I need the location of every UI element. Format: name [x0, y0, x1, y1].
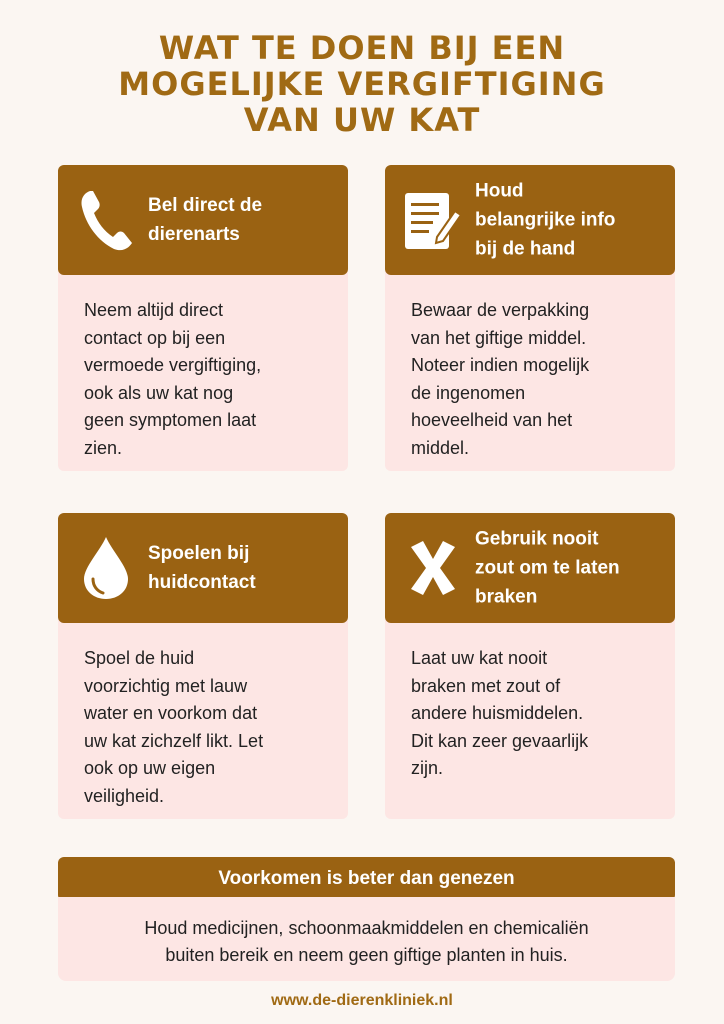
x-mark-icon — [403, 533, 463, 603]
card-body-line: Bewaar de verpakking — [411, 300, 590, 320]
card-body-line: Dit kan zeer gevaarlijk — [411, 730, 589, 751]
title-line-2: MOGELIJKE VERGIFTIGING — [118, 65, 606, 103]
prevention-body — [58, 897, 675, 981]
prevention-line: buiten bereik en neem geen giftige planten in huis. — [165, 945, 568, 965]
card-heading-line: huidcontact — [148, 572, 256, 593]
card-heading — [148, 539, 336, 597]
website-link[interactable]: www.de-dierenkliniek.nl — [271, 992, 453, 1009]
card-body-line: geen symptomen laat — [84, 410, 257, 430]
card-heading-line: Bel direct de — [148, 195, 263, 216]
card-body-line: Laat uw kat nooit — [411, 648, 548, 668]
card-body-line: middel. — [411, 437, 470, 458]
card-header — [385, 165, 675, 275]
card-heading — [475, 525, 663, 612]
card-call-vet — [58, 165, 348, 471]
card-heading-line: braken — [475, 586, 538, 608]
card-heading-line: bij de hand — [475, 238, 576, 260]
card-body-line: ook op uw eigen — [84, 758, 216, 778]
card-body-line: Neem altijd direct — [84, 300, 224, 320]
notepad-pencil-icon — [403, 185, 463, 255]
card-body-line: hoeveelheid van het — [411, 410, 573, 430]
card-header — [58, 165, 348, 275]
card-body-line: Noteer indien mogelijk — [411, 355, 590, 375]
card-heading — [475, 177, 663, 264]
card-heading-line: dierenarts — [148, 224, 240, 245]
card-body — [58, 271, 348, 471]
card-body-line: zijn. — [411, 758, 444, 778]
card-heading-line: zout om te laten — [475, 557, 620, 579]
water-drop-icon — [76, 533, 136, 603]
card-body-line: uw kat zichzelf likt. Let — [84, 730, 264, 751]
phone-icon — [76, 185, 136, 255]
card-header — [385, 513, 675, 623]
prevention-heading: Voorkomen is beter dan genezen — [58, 857, 675, 901]
card-body-line: de ingenomen — [411, 382, 526, 403]
card-keep-info — [385, 165, 675, 471]
card-body-line: veiligheid. — [84, 785, 165, 806]
card-no-salt — [385, 513, 675, 819]
card-body-line: contact op bij een — [84, 327, 226, 348]
card-body-line: Spoel de huid — [84, 648, 195, 668]
card-body-line: van het giftige middel. — [411, 327, 587, 348]
card-body-line: vermoede vergiftiging, — [84, 355, 262, 375]
prevention-box — [58, 857, 675, 981]
card-heading-line: Gebruik nooit — [475, 528, 599, 550]
card-heading-line: Houd — [475, 180, 524, 202]
card-heading-line: belangrijke info — [475, 209, 616, 231]
card-header — [58, 513, 348, 623]
card-body-line: ook als uw kat nog — [84, 382, 234, 403]
card-body-line: water en voorkom dat — [84, 703, 258, 723]
card-body-line: braken met zout of — [411, 675, 561, 696]
card-body-line: voorzichtig met lauw — [84, 675, 248, 696]
page-title — [0, 30, 724, 138]
card-body — [58, 619, 348, 819]
title-line-1: WAT TE DOEN BIJ EEN — [158, 29, 566, 67]
card-rinse-skin — [58, 513, 348, 819]
card-heading — [148, 191, 336, 249]
card-body — [385, 271, 675, 471]
card-body-line: zien. — [84, 437, 123, 458]
card-body — [385, 619, 675, 819]
card-heading-line: Spoelen bij — [148, 543, 250, 564]
title-line-3: VAN UW KAT — [243, 101, 481, 139]
prevention-line: Houd medicijnen, schoonmaakmiddelen en chemicaliën — [144, 918, 589, 938]
card-body-line: andere huismiddelen. — [411, 703, 584, 723]
